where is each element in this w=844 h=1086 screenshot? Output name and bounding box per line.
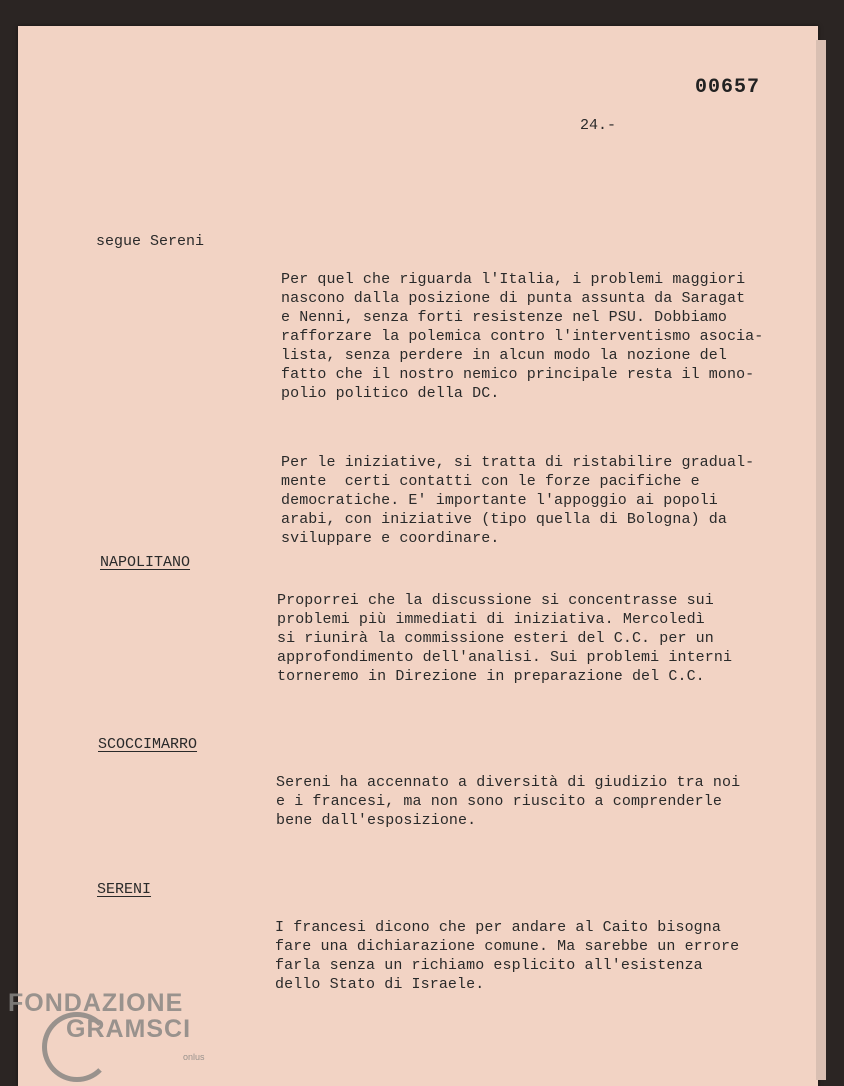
speaker-label: NAPOLITANO: [100, 554, 191, 571]
paragraph: Per le iniziative, si tratta di ristabilire gradual- mente certi contatti con le forze pacifiche e democratiche. E' importante l'appoggio ai popoli arabi, con iniziative (tipo quella di Bologna) da sviluppare e coordinare.: [281, 454, 755, 547]
page-number: 24.-: [580, 117, 617, 134]
watermark-line2: GRAMSCI: [66, 1015, 192, 1043]
paragraph: Proporrei che la discussione si concentrasse sui problemi più immediati di iniziativa. Mercoledì si riunirà la commissione esteri del C.C. per un approfondimento dell'analisi. Sui problemi interni torneremo in Direzione in preparazione del C.C.: [277, 592, 733, 685]
document-number: 00657: [695, 76, 761, 99]
speaker-label: segue Sereni: [96, 233, 205, 250]
speech-text: [281, 232, 801, 567]
speech-text: [276, 735, 796, 849]
watermark-circle-icon: [42, 1012, 112, 1082]
watermark-line1: FONDAZIONE: [8, 989, 184, 1017]
speech-text: [277, 553, 797, 705]
speaker-label: SERENI: [97, 881, 152, 898]
paragraph: Per quel che riguarda l'Italia, i problemi maggiori nascono dalla posizione di punta assunta da Saragat e Nenni, senza forti resistenze nel PSU. Dobbiamo rafforzare la polemica contro l'interventismo asocia- lista, senza perdere in alcun modo la nozione del fatto che il nostro nemico principale resta il mono- polio politico della DC.: [281, 271, 764, 402]
watermark-logo: [8, 989, 205, 1062]
paragraph: Sereni ha accennato a diversità di giudizio tra noi e i francesi, ma non sono riuscito a comprenderle bene dall'esposizione.: [276, 774, 741, 829]
watermark-suffix: onlus: [183, 1052, 205, 1062]
speech-text: [275, 880, 795, 1013]
paragraph: I francesi dicono che per andare al Caito bisogna fare una dichiarazione comune. Ma sarebbe un errore farla senza un richiamo esplicito all'esistenza dello Stato di Israele.: [275, 919, 740, 993]
speaker-label: SCOCCIMARRO: [98, 736, 198, 753]
page-edge-shadow: [816, 40, 826, 1080]
